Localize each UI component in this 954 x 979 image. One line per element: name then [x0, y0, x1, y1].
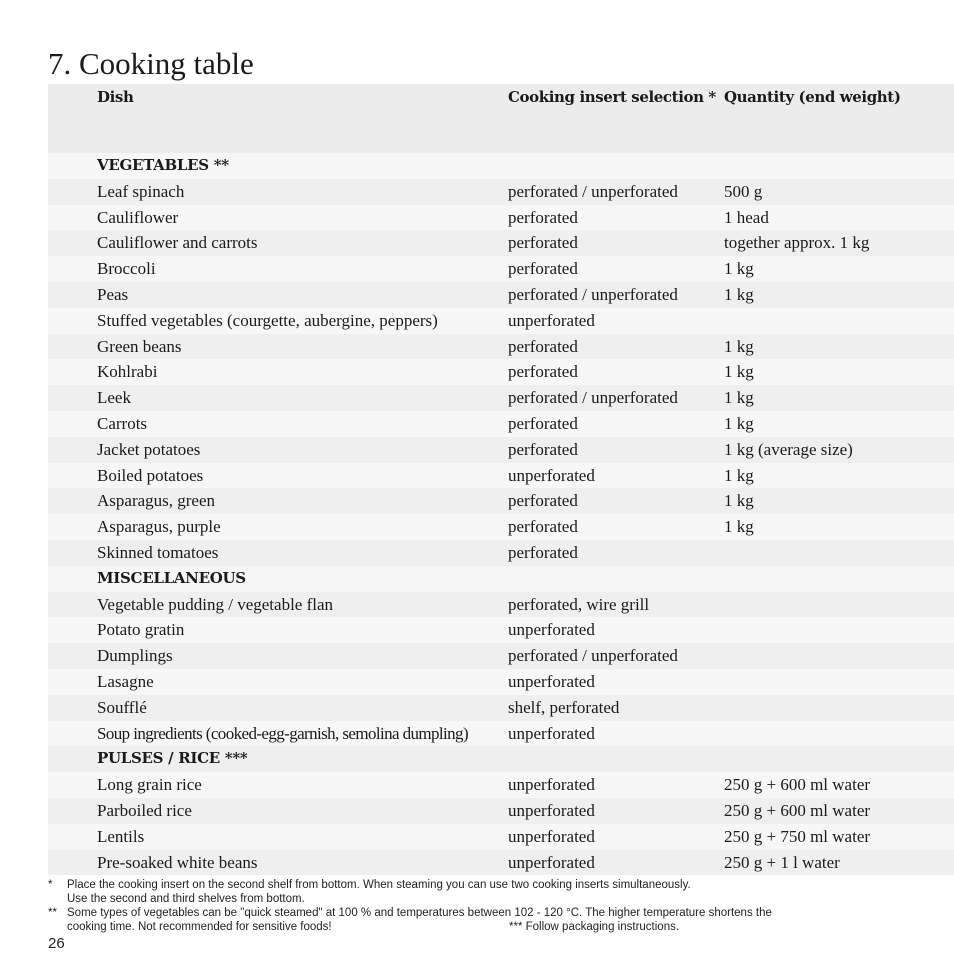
- dish-cell: Long grain rice: [97, 775, 202, 795]
- dish-cell: Cauliflower: [97, 207, 179, 227]
- dish-cell: Soup ingredients (cooked-egg-garnish, semolina dumpling): [97, 723, 469, 743]
- insert-cell: perforated: [508, 362, 578, 382]
- dish-cell: Boiled potatoes: [97, 465, 204, 485]
- section-label: MISCELLANEOUS: [97, 568, 246, 587]
- insert-cell: unperforated: [508, 800, 595, 820]
- table-row: [48, 850, 954, 876]
- table-row: [48, 334, 954, 360]
- quantity-cell: 1 kg: [724, 491, 754, 511]
- table-row: [48, 359, 954, 385]
- quantity-cell: 1 head: [724, 207, 769, 227]
- footnotes: [48, 878, 928, 934]
- quantity-cell: 250 g + 750 ml water: [724, 826, 871, 846]
- dish-cell: Stuffed vegetables (courgette, aubergine, peppers): [97, 310, 438, 330]
- dish-cell: Potato gratin: [97, 620, 185, 640]
- footnote-1: [48, 878, 928, 892]
- insert-cell: unperforated: [508, 852, 595, 872]
- section-label: PULSES / RICE ***: [97, 749, 248, 768]
- footnote-mark: **: [48, 907, 57, 919]
- table-row: [48, 643, 954, 669]
- insert-cell: unperforated: [508, 826, 595, 846]
- table-row: [48, 256, 954, 282]
- table-row: [48, 824, 954, 850]
- header-quantity: Quantity (end weight): [724, 88, 901, 106]
- header-dish: Dish: [97, 88, 134, 106]
- dish-cell: Carrots: [97, 413, 148, 433]
- footnote-2-continued: [48, 920, 928, 934]
- section-row: [48, 566, 954, 592]
- insert-cell: unperforated: [508, 723, 595, 743]
- insert-cell: perforated / unperforated: [508, 284, 678, 304]
- insert-cell: perforated, wire grill: [508, 594, 650, 614]
- insert-cell: perforated: [508, 542, 578, 562]
- table-row: [48, 385, 954, 411]
- insert-cell: perforated: [508, 413, 578, 433]
- footnote-text: Use the second and third shelves from bottom.: [67, 893, 305, 905]
- table-header-row: [48, 84, 954, 153]
- insert-cell: perforated / unperforated: [508, 388, 678, 408]
- quantity-cell: 1 kg (average size): [724, 439, 853, 459]
- quantity-cell: 250 g + 1 l water: [724, 852, 840, 872]
- table-row: [48, 205, 954, 231]
- insert-cell: shelf, perforated: [508, 697, 620, 717]
- table-row: [48, 772, 954, 798]
- table-row: [48, 798, 954, 824]
- table-body: [48, 153, 954, 875]
- insert-cell: perforated: [508, 517, 578, 537]
- table-row: [48, 695, 954, 721]
- dish-cell: Jacket potatoes: [97, 439, 201, 459]
- table-row: [48, 179, 954, 205]
- dish-cell: Broccoli: [97, 259, 156, 279]
- dish-cell: Pre-soaked white beans: [97, 852, 258, 872]
- footnote-text: Some types of vegetables can be "quick steamed" at 100 % and temperatures between 102 - 120 °C. The higher temperature shortens the: [67, 907, 772, 919]
- table-row: [48, 540, 954, 566]
- table-row: [48, 437, 954, 463]
- footnote-3: *** Follow packaging instructions.: [509, 921, 680, 933]
- dish-cell: Cauliflower and carrots: [97, 233, 258, 253]
- footnote-1-continued: [48, 892, 928, 906]
- table-row: [48, 721, 954, 747]
- header-cooking-insert: Cooking insert selection *: [508, 88, 716, 106]
- insert-cell: unperforated: [508, 671, 595, 691]
- dish-cell: Lasagne: [97, 671, 154, 691]
- insert-cell: perforated: [508, 233, 578, 253]
- page-number: 26: [48, 935, 65, 952]
- table-row: [48, 617, 954, 643]
- section-row: [48, 153, 954, 179]
- quantity-cell: together approx. 1 kg: [724, 233, 870, 253]
- dish-cell: Skinned tomatoes: [97, 542, 219, 562]
- dish-cell: Vegetable pudding / vegetable flan: [97, 594, 334, 614]
- table-row: [48, 308, 954, 334]
- insert-cell: perforated: [508, 207, 578, 227]
- dish-cell: Dumplings: [97, 646, 173, 666]
- table-row: [48, 592, 954, 618]
- table-row: [48, 669, 954, 695]
- insert-cell: unperforated: [508, 310, 595, 330]
- table-row: [48, 230, 954, 256]
- section-label: VEGETABLES **: [97, 156, 229, 174]
- quantity-cell: 1 kg: [724, 284, 754, 304]
- dish-cell: Parboiled rice: [97, 800, 192, 820]
- cooking-table: [48, 84, 954, 875]
- table-row: [48, 411, 954, 437]
- quantity-cell: 250 g + 600 ml water: [724, 800, 871, 820]
- dish-cell: Peas: [97, 284, 129, 304]
- dish-cell: Soufflé: [97, 697, 147, 717]
- dish-cell: Leaf spinach: [97, 181, 185, 201]
- quantity-cell: 1 kg: [724, 388, 754, 408]
- footnote-text: Place the cooking insert on the second shelf from bottom. When steaming you can use two cooking inserts simultaneously.: [67, 879, 691, 891]
- dish-cell: Green beans: [97, 336, 182, 356]
- quantity-cell: 1 kg: [724, 259, 754, 279]
- quantity-cell: 1 kg: [724, 336, 754, 356]
- insert-cell: perforated / unperforated: [508, 181, 678, 201]
- insert-cell: perforated: [508, 259, 578, 279]
- insert-cell: unperforated: [508, 775, 595, 795]
- dish-cell: Leek: [97, 388, 131, 408]
- insert-cell: unperforated: [508, 465, 595, 485]
- insert-cell: perforated: [508, 491, 578, 511]
- table-row: [48, 463, 954, 489]
- table-row: [48, 488, 954, 514]
- dish-cell: Lentils: [97, 826, 145, 846]
- dish-cell: Kohlrabi: [97, 362, 158, 382]
- insert-cell: perforated / unperforated: [508, 646, 678, 666]
- quantity-cell: 1 kg: [724, 362, 754, 382]
- footnote-mark: *: [48, 879, 53, 891]
- insert-cell: unperforated: [508, 620, 595, 640]
- table-row: [48, 282, 954, 308]
- insert-cell: perforated: [508, 336, 578, 356]
- footnote-2: [48, 906, 928, 920]
- quantity-cell: 500 g: [724, 181, 763, 201]
- quantity-cell: 1 kg: [724, 465, 754, 485]
- dish-cell: Asparagus, purple: [97, 517, 221, 537]
- quantity-cell: 1 kg: [724, 413, 754, 433]
- quantity-cell: 250 g + 600 ml water: [724, 775, 871, 795]
- section-row: [48, 746, 954, 772]
- dish-cell: Asparagus, green: [97, 491, 216, 511]
- footnote-text: cooking time. Not recommended for sensitive foods!: [67, 921, 332, 933]
- table-row: [48, 514, 954, 540]
- page-title: 7. Cooking table: [48, 46, 254, 81]
- insert-cell: perforated: [508, 439, 578, 459]
- quantity-cell: 1 kg: [724, 517, 754, 537]
